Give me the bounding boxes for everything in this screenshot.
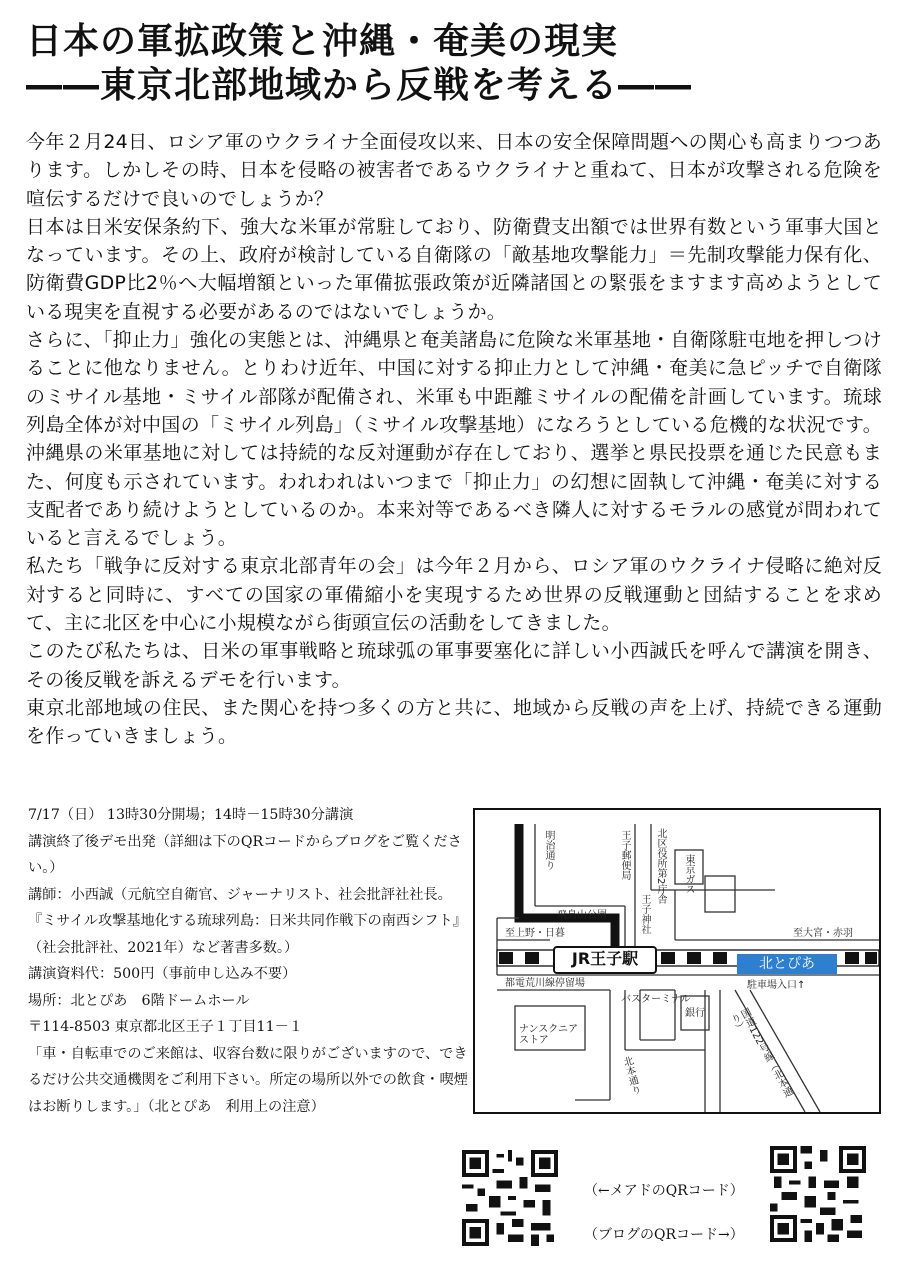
access-map: [473, 808, 881, 1114]
map-label: 王子郵便局: [619, 830, 630, 880]
map-label: 明治通り: [543, 830, 554, 870]
event-demo: 講演終了後デモ出発（詳細は下のQRコードからブログをご覧ください。）: [28, 833, 462, 876]
map-label: 駐車場入口↑: [747, 980, 806, 991]
map-label: ナンスクニアストア: [519, 1024, 578, 1046]
map-label: 北区役所第2庁舎: [655, 828, 666, 905]
body-paragraph: 私たち「戦争に反対する東京北部青年の会」は今年２月から、ロシア軍のウクライナ侵略に絶対反対すると同時に、すべての国家の軍備縮小を実現するため世界の反戦運動と団結することを求めて、主に北区を中心に小規模ながら街頭宣伝の活動をしてきました。: [26, 555, 882, 635]
map-label: 至上野・日暮: [505, 928, 565, 939]
body-paragraph: 今年２月24日、ロシア軍のウクライナ全面侵攻以来、日本の安全保障問題への関心も高まりつつあります。しかしその時、日本を侵略の被害者であるウクライナと重ねて、日本が攻撃される危険を喧伝するだけで良いのでしょうか？: [26, 131, 882, 210]
title-line-2: ――東京北部地域から反戦を考える――: [26, 65, 693, 106]
map-venue-label: 北とぴあ: [737, 954, 837, 974]
blog-qr-caption: （ブログのQRコード→）: [584, 1227, 744, 1243]
map-label: 王子神社: [639, 894, 650, 934]
map-label: バスターミナル: [621, 994, 691, 1005]
event-venue: 場所：北とぴあ 6階ドームホール: [28, 992, 250, 1009]
map-label: 飛鳥山公園: [557, 910, 607, 921]
page-title: [26, 20, 886, 108]
event-speaker: 講師：小西誠（元航空自衛官、ジャーナリスト、社会批評社社長。『ミサイル攻撃基地化する琉球列島：日米共同作戦下の南西シフト』（社会批評社、2021年）など著書多数。）: [28, 886, 467, 956]
body-paragraph: さらに、「抑止力」強化の実態とは、沖縄県と奄美諸島に危険な米軍基地・自衛隊駐屯地を押しつけることに他なりません。とりわけ近年、中国に対する抑止力として沖縄・奄美に急ピッチで自衛隊のミサイル基地・ミサイル部隊が配備され、米軍も中距離ミサイルの配備を計画しています。琉球列島全体が対中国の「ミサイル列島」（ミサイル攻撃基地）になろうとしている危機的な状況です。沖縄県の米軍基地に対しては持続的な反対運動が存在しており、選挙と県民投票を通じた民意もまた、何度も示されています。われわれはいつまで「抑止力」の幻想に固執して沖縄・奄美に対する支配者であり続けようとしているのか。本来対等であるべき隣人に対するモラルの感覚が問われていると言えるでしょう。: [26, 329, 882, 550]
body-paragraph: このたび私たちは、日米の軍事戦略と琉球弧の軍事要塞化に詳しい小西誠氏を呼んで講演を開き、その後反戦を訴えるデモを行います。: [26, 640, 882, 691]
map-label: 都電荒川線停留場: [505, 978, 585, 989]
map-label: 東京ガス: [683, 854, 694, 894]
map-label: 至大宮・赤羽: [793, 928, 853, 939]
event-details: [28, 802, 468, 1120]
map-label: 北本通り: [620, 1055, 641, 1097]
title-line-1: 日本の軍拡政策と沖縄・奄美の現実: [26, 21, 619, 62]
body-text: [26, 128, 882, 751]
event-schedule: 7/17（日） 13時30分開場；14時－15時30分講演: [28, 807, 354, 823]
event-address: 〒114-8503 東京都北区王子１丁目11－１: [28, 1019, 303, 1035]
map-label: 銀行: [685, 1008, 705, 1019]
event-notice: 「車・自転車でのご来館は、収容台数に限りがございますので、できるだけ公共交通機関をご利用下さい。所定の場所以外での飲食・喫煙はお断りします。」（北とぴあ 利用上の注意）: [28, 1045, 468, 1115]
event-fee: 講演資料代：500円（事前申し込み不要）: [28, 966, 297, 982]
map-label: 国道122号線（北本通り）: [727, 1007, 794, 1100]
body-paragraph: 東京北部地域の住民、また関心を持つ多くの方と共に、地域から反戦の声を上げ、持続できる運動を作っていきましょう。: [26, 696, 882, 748]
blog-qr-code: [770, 1146, 866, 1242]
map-station-label: JR王子駅: [553, 946, 657, 974]
mail-qr-caption: （←メアドのQRコード）: [584, 1183, 744, 1199]
mail-qr-code: [462, 1150, 558, 1246]
body-paragraph: 日本は日米安保条約下、強大な米軍が常駐しており、防衛費支出額では世界有数という軍事大国となっています。その上、政府が検討している自衛隊の「敵基地攻撃能力」＝先制攻撃能力保有化、防衛費GDP比2％へ大幅増額といった軍備拡張政策が近隣諸国との緊張をますます高めようとしている現実を直視する必要があるのではないでしょうか。: [26, 215, 882, 323]
